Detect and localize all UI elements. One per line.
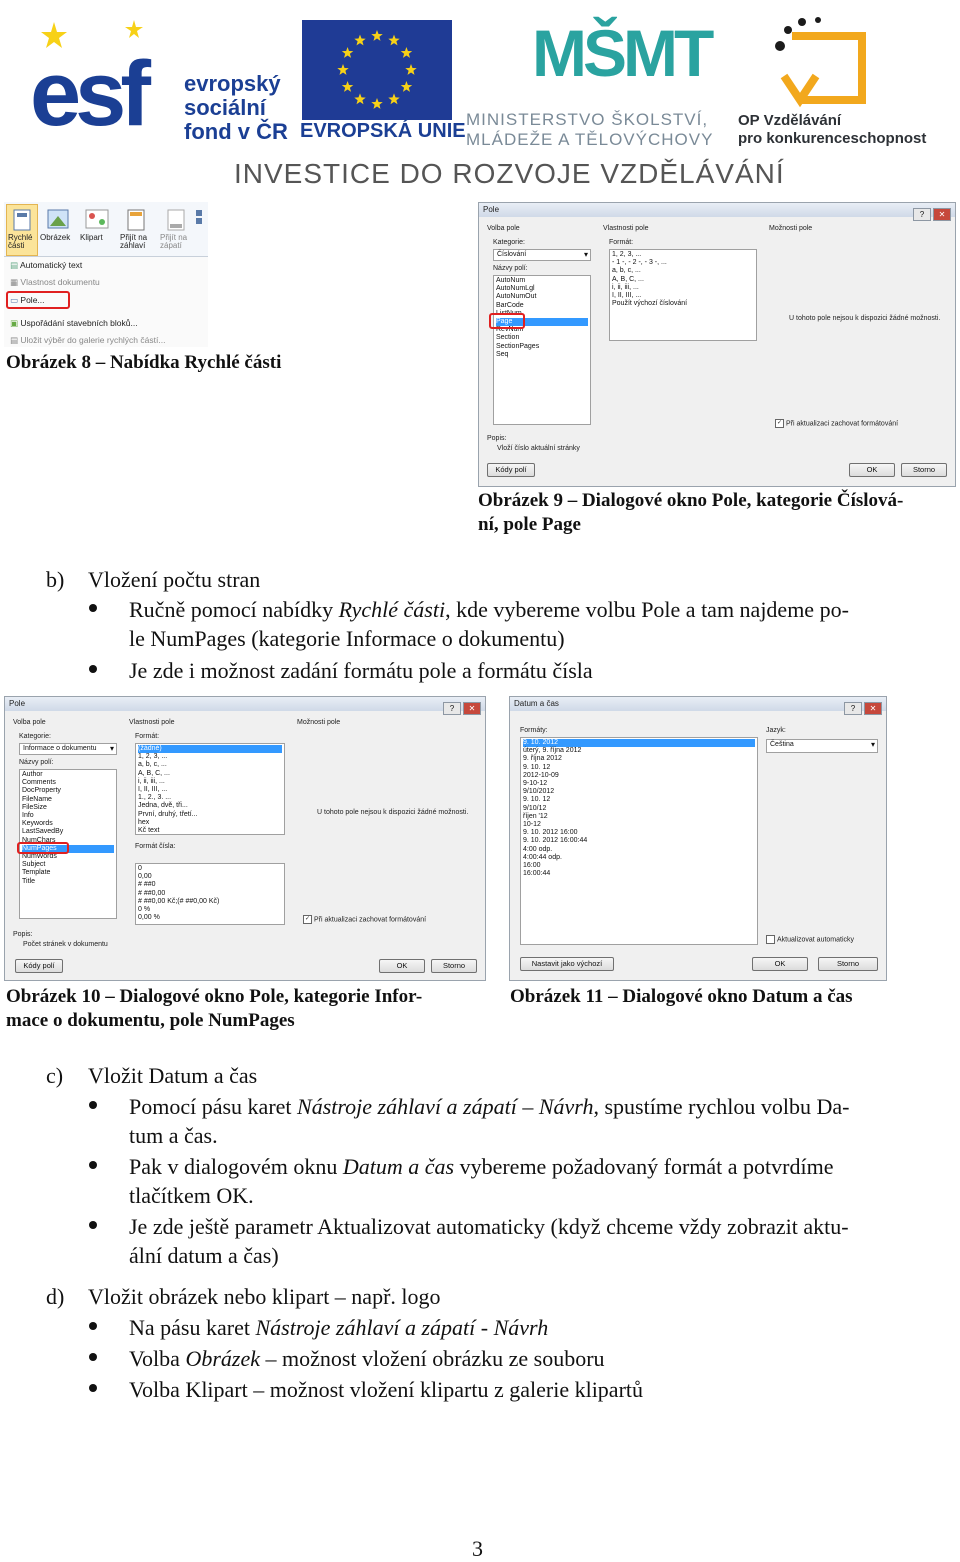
dialog-title: Pole — [479, 203, 955, 217]
eu-star — [342, 47, 354, 58]
ribbon-label-goto-footer[interactable]: Přijít na zápatí — [160, 233, 188, 250]
category-label: Kategorie: — [493, 239, 525, 246]
ribbon-label-clipart[interactable]: Klipart — [80, 233, 103, 242]
list-item[interactable]: 9. 10. 2012 16:00:44 — [523, 837, 588, 845]
section-b-marker: b) — [46, 567, 65, 592]
text: Na pásu karet — [129, 1315, 256, 1340]
bullet-icon — [89, 1384, 97, 1392]
esf-line-3: fond v ČR — [184, 119, 288, 144]
section-c-bullet-3-line-2: ální datum a čas) — [129, 1243, 279, 1268]
close-icon[interactable]: ✕ — [933, 208, 951, 221]
checkbox-icon[interactable]: ✓ — [304, 916, 311, 922]
section-c-marker: c) — [46, 1063, 64, 1088]
figure-8-caption: Obrázek 8 – Nabídka Rychlé části — [6, 352, 282, 373]
figure-10-caption: Obrázek 10 – Dialogové okno Pole, kategorie Infor- mace o dokumentu, pole NumPages — [6, 986, 423, 1031]
bullet-icon — [89, 1353, 97, 1361]
msmt-line-2: MLÁDEŽE A TĚLOVÝCHOVY — [466, 130, 714, 149]
bullet-icon — [89, 665, 97, 673]
figure-10-field-dialog — [4, 696, 486, 981]
list-item[interactable]: LastSavedBy — [22, 828, 64, 836]
eu-star — [401, 81, 413, 92]
dialog-title: Pole — [5, 697, 485, 711]
eu-star — [405, 64, 416, 75]
checkbox-label: Aktualizovat automaticky — [777, 936, 855, 944]
list-item[interactable]: 9. 10. 2012 — [523, 739, 755, 747]
list-item[interactable]: 0,00 % — [138, 914, 160, 922]
menu-item-autotext[interactable]: ▤ Automatický text — [10, 260, 83, 270]
investice-banner: INVESTICE DO ROZVOJE VZDĚLÁVÁNÍ — [234, 158, 785, 189]
format-list[interactable] — [609, 249, 757, 341]
text: , kde vybereme volbu Pole a tam najdeme po- — [445, 597, 849, 622]
highlight-ring — [489, 313, 525, 329]
help-icon[interactable]: ? — [913, 208, 931, 221]
ribbon-group — [4, 202, 208, 257]
menu-label: Automatický text — [19, 260, 83, 270]
list-item[interactable]: První, druhý, třetí... — [138, 810, 198, 818]
help-icon[interactable]: ? — [844, 702, 862, 715]
list-item[interactable]: i, ii, iii, ... — [138, 777, 165, 785]
list-item[interactable]: - 1 -, - 2 -, - 3 -, ... — [612, 259, 667, 267]
section-c-bullet-3: Je zde ještě parametr Aktualizovat automaticky (když chceme vždy zobrazit aktu- — [129, 1214, 849, 1239]
description-text: Počet stránek v dokumentu — [23, 941, 108, 948]
list-item[interactable]: Author — [22, 771, 43, 778]
description-text: Vloží číslo aktuální stránky — [497, 445, 580, 452]
menu-item-save-selection[interactable]: ▤ Uložit výběr do galerie rychlých částí... — [10, 335, 166, 345]
language-select[interactable]: Čeština ▾ — [766, 739, 878, 753]
close-icon[interactable]: ✕ — [864, 702, 882, 715]
list-item[interactable]: Page — [496, 318, 588, 326]
bullet-icon — [89, 1161, 97, 1169]
text: Pomocí pásu karet — [129, 1094, 298, 1119]
list-item[interactable]: 9/10/12 — [523, 804, 547, 812]
list-item[interactable]: a, b, c, ... — [138, 761, 167, 769]
section-field-choice: Volba pole — [487, 225, 520, 232]
ribbon-icons — [12, 208, 202, 232]
list-item[interactable]: 16:00 — [523, 862, 541, 870]
window-buttons — [842, 698, 882, 716]
list-item[interactable]: # ##0,00 — [138, 889, 166, 897]
esf-line-2: sociální — [184, 95, 266, 120]
eu-star — [337, 64, 348, 75]
eu-star — [371, 98, 382, 109]
cancel-button[interactable]: Storno — [431, 959, 477, 973]
format-label: Formát: — [609, 239, 634, 246]
list-item[interactable]: 4:00 odp. — [523, 845, 553, 853]
list-item[interactable]: i, ii, iii, ... — [612, 283, 639, 291]
eu-logo-text: EVROPSKÁ UNIE — [300, 120, 466, 142]
list-item[interactable]: A, B, C, ... — [612, 275, 644, 283]
fields-label: Názvy polí: — [19, 759, 54, 766]
msmt-logo-mark: MŠMT — [532, 16, 711, 90]
checkbox-icon[interactable]: ✓ — [776, 420, 783, 426]
field-codes-button[interactable]: Kódy polí — [487, 463, 535, 477]
list-item[interactable]: I, II, III, ... — [612, 292, 642, 300]
eu-star — [401, 47, 413, 58]
list-item[interactable]: 9-10-12 — [523, 780, 548, 788]
dialog-title: Datum a čas — [510, 697, 886, 711]
list-item[interactable]: hex — [138, 818, 150, 826]
list-item[interactable]: 1, 2, 3, ... — [612, 251, 642, 258]
window-buttons — [441, 698, 481, 716]
format-label: Formát: — [135, 733, 160, 740]
section-field-options: Možnosti pole — [769, 225, 813, 232]
cancel-button[interactable]: Storno — [818, 957, 878, 971]
list-item[interactable]: NumWords — [22, 853, 57, 861]
msmt-logo-text — [466, 110, 713, 150]
close-icon[interactable]: ✕ — [463, 702, 481, 715]
list-item[interactable]: Seq — [496, 350, 509, 358]
category-label: Kategorie: — [19, 733, 51, 740]
checkbox-label: Při aktualizaci zachovat formátování — [314, 916, 427, 924]
text: – možnost vložení obrázku ze souboru — [259, 1346, 605, 1371]
list-item[interactable]: 9. 10. 12 — [523, 763, 551, 771]
list-item[interactable]: Keywords — [22, 820, 53, 828]
list-item[interactable]: 9. 10. 2012 16:00 — [523, 829, 578, 837]
section-c-title: Vložit Datum a čas — [88, 1063, 258, 1088]
text: vybereme požadovaný formát a potvrdíme — [454, 1154, 834, 1179]
section-field-properties: Vlastnosti pole — [603, 225, 649, 232]
ok-button[interactable]: OK — [379, 959, 425, 973]
list-item[interactable]: ListNum — [496, 309, 522, 317]
list-item[interactable]: 9/10/2012 — [523, 788, 555, 796]
bullet-icon — [89, 1101, 97, 1109]
menu-label: Vlastnost dokumentu — [20, 277, 100, 287]
highlight-ring — [6, 291, 70, 309]
description-label: Popis: — [487, 435, 507, 442]
ribbon-label-picture[interactable]: Obrázek — [40, 233, 71, 242]
esf-logo-letters: esf — [30, 43, 145, 145]
list-item[interactable]: SectionPages — [496, 342, 540, 350]
bullet-icon — [89, 1221, 97, 1229]
menu-label: Uspořádání stavebních bloků... — [20, 318, 138, 328]
emphasis: Datum a čas — [342, 1154, 455, 1179]
figure-11-caption: Obrázek 11 – Dialogové okno Datum a čas — [510, 986, 853, 1007]
eu-flag-icon — [302, 20, 452, 120]
op-logo-icon — [770, 16, 874, 108]
list-item[interactable]: FileName — [22, 795, 52, 803]
preserve-format-checkbox[interactable] — [775, 419, 898, 428]
category-select[interactable]: Číslování ▾ — [493, 249, 591, 261]
list-item[interactable]: Kč text — [138, 827, 160, 835]
section-c-bullet-2 — [129, 1152, 955, 1181]
op-line-2: pro konkurenceschopnost — [738, 130, 927, 147]
checkbox-label: Při aktualizaci zachovat formátování — [786, 420, 899, 428]
list-item[interactable]: 10-12 — [523, 821, 541, 829]
menu-label: Uložit výběr do galerie rychlých částí... — [20, 335, 166, 345]
ribbon-label-goto-header[interactable]: Přijít na záhlaví — [120, 233, 148, 250]
menu-item-field[interactable]: ▭ Pole... — [10, 295, 45, 305]
ok-button[interactable]: OK — [752, 957, 808, 971]
op-line-1: OP Vzdělávání — [738, 112, 842, 129]
section-d-bullet-2 — [129, 1344, 605, 1373]
emphasis: Nástroje záhlaví a zápatí – Návrh — [297, 1094, 594, 1119]
list-item[interactable]: 0 — [138, 865, 142, 872]
list-item[interactable]: 9. 10. 12 — [523, 796, 551, 804]
window-buttons — [911, 204, 951, 222]
menu-item-doc-property[interactable]: ▦ Vlastnost dokumentu — [10, 277, 100, 287]
list-item[interactable]: AutoNumOut — [496, 293, 537, 301]
list-item[interactable]: I, II, III, ... — [138, 786, 168, 794]
section-d-title: Vložit obrázek nebo klipart – např. logo — [88, 1284, 441, 1309]
section-c-bullet-2-line-2: tlačítkem OK. — [129, 1183, 254, 1208]
fields-list[interactable] — [493, 275, 591, 425]
list-item[interactable]: Použít výchozí číslování — [612, 300, 688, 308]
list-item[interactable]: úterý, 9. října 2012 — [523, 747, 582, 755]
esf-line-1: evropský — [184, 71, 281, 96]
list-item[interactable]: RevNum — [496, 326, 524, 334]
number-format-list[interactable] — [135, 863, 285, 925]
list-item[interactable]: NumChars — [22, 836, 56, 844]
list-item[interactable]: Title — [22, 877, 35, 885]
emphasis: Nástroje záhlaví a zápatí - Návrh — [255, 1315, 549, 1340]
section-field-options: Možnosti pole — [297, 719, 341, 726]
list-item[interactable]: A, B, C, ... — [138, 769, 170, 777]
list-item[interactable]: DocProperty — [22, 787, 61, 795]
list-item[interactable]: BarCode — [496, 301, 524, 309]
number-format-label: Formát čísla: — [135, 843, 176, 850]
figure-11-date-time-dialog — [509, 696, 887, 981]
menu-item-building-blocks[interactable]: ▣ Uspořádání stavebních bloků... — [10, 318, 138, 328]
preserve-format-checkbox[interactable] — [303, 915, 426, 924]
text: Pak v dialogovém oknu — [129, 1154, 343, 1179]
menu-label: Pole... — [20, 295, 45, 305]
fields-label: Názvy polí: — [493, 265, 528, 272]
bullet-icon — [89, 604, 97, 612]
list-item[interactable]: 9. října 2012 — [523, 755, 562, 763]
figure-8-quick-parts-menu — [4, 202, 208, 348]
section-c-bullet-1 — [129, 1092, 955, 1121]
list-item[interactable]: Template — [22, 869, 51, 877]
eu-star — [354, 35, 365, 46]
list-item[interactable]: Section — [496, 334, 520, 342]
ok-button[interactable]: OK — [849, 463, 895, 477]
list-item[interactable]: 2012-10-09 — [523, 771, 559, 779]
list-item[interactable]: 0 % — [138, 906, 151, 914]
help-icon[interactable]: ? — [443, 702, 461, 715]
ribbon-label-quick-parts: Rychlé části — [8, 233, 33, 250]
set-default-button[interactable]: Nastavit jako výchozí — [520, 957, 614, 971]
text: Volba — [129, 1346, 186, 1371]
list-item[interactable]: FileSize — [22, 803, 47, 811]
list-item[interactable]: říjen '12 — [523, 812, 548, 820]
list-item[interactable]: 1., 2., 3. ... — [138, 794, 172, 802]
list-item[interactable]: (žádné) — [138, 745, 282, 753]
list-item[interactable]: 4:00:44 odp. — [523, 853, 562, 861]
bullet-icon — [89, 1322, 97, 1330]
msmt-line-1: MINISTERSTVO ŠKOLSTVÍ, — [466, 110, 709, 129]
eu-star — [354, 93, 365, 104]
list-item[interactable]: 1, 2, 3, ... — [138, 753, 168, 761]
section-c-bullet-1-line-2: tum a čas. — [129, 1123, 218, 1148]
no-options-text: U tohoto pole nejsou k dispozici žádné možnosti. — [789, 315, 941, 322]
emphasis: Obrázek — [185, 1346, 260, 1371]
section-d-bullet-1 — [129, 1313, 548, 1342]
figure-9-field-dialog — [478, 202, 956, 487]
no-options-text: U tohoto pole nejsou k dispozici žádné možnosti. — [317, 809, 469, 816]
description-label: Popis: — [13, 931, 33, 938]
section-b-title: Vložení počtu stran — [88, 567, 261, 592]
emphasis: Rychlé části — [338, 597, 446, 622]
list-item[interactable]: a, b, c, ... — [612, 267, 641, 275]
list-item[interactable]: # ##0,00 Kč;(# ##0,00 Kč) — [138, 897, 220, 905]
format-list[interactable] — [135, 743, 285, 835]
section-b-bullet-2: Je zde i možnost zadání formátu pole a formátu čísla — [129, 658, 593, 683]
section-field-properties: Vlastnosti pole — [129, 719, 175, 726]
highlight-ring — [17, 842, 69, 854]
figure-9-caption: Obrázek 9 – Dialogové okno Pole, kategorie Číslová- ní, pole Page — [478, 490, 904, 535]
category-select[interactable]: Informace o dokumentu ▾ — [19, 743, 117, 755]
quick-parts-dropdown — [4, 257, 208, 347]
list-item[interactable]: NumPages — [22, 845, 114, 853]
text: Ručně pomocí nabídky — [129, 597, 339, 622]
op-logo-text — [738, 112, 926, 148]
section-b-bullet-1-line-2: le NumPages (kategorie Informace o dokumentu) — [129, 626, 565, 651]
list-item[interactable]: Jedna, dvě, tři... — [138, 802, 188, 810]
section-d-marker: d) — [46, 1284, 65, 1309]
eu-star — [388, 93, 399, 104]
eu-star — [371, 30, 382, 41]
section-d-bullet-3: Volba Klipart – možnost vložení klipartu z galerie klipartů — [129, 1377, 644, 1402]
list-item[interactable]: 0,00 — [138, 873, 152, 881]
list-item[interactable]: AutoNum — [496, 277, 526, 284]
header-logos — [0, 0, 960, 195]
field-codes-button[interactable]: Kódy polí — [15, 959, 63, 973]
checkbox-icon[interactable] — [766, 935, 775, 944]
page-number: 3 — [472, 1536, 483, 1561]
formats-label: Formáty: — [520, 727, 548, 734]
auto-update-checkbox[interactable] — [766, 935, 854, 944]
list-item[interactable]: 16:00:44 — [523, 870, 551, 878]
section-b-bullet-1 — [129, 595, 955, 624]
list-item[interactable]: Info — [22, 812, 34, 820]
eu-star — [342, 81, 354, 92]
section-field-choice: Volba pole — [13, 719, 46, 726]
cancel-button[interactable]: Storno — [901, 463, 947, 477]
formats-list[interactable] — [520, 737, 758, 945]
list-item[interactable]: # ##0 — [138, 881, 156, 889]
esf-logo-text — [184, 72, 288, 144]
list-item[interactable]: AutoNumLgl — [496, 285, 535, 293]
language-label: Jazyk: — [766, 727, 786, 734]
eu-star — [388, 35, 399, 46]
text: , spustíme rychlou volbu Da- — [593, 1094, 850, 1119]
list-item[interactable]: Comments — [22, 779, 56, 787]
list-item[interactable]: Subject — [22, 861, 46, 869]
